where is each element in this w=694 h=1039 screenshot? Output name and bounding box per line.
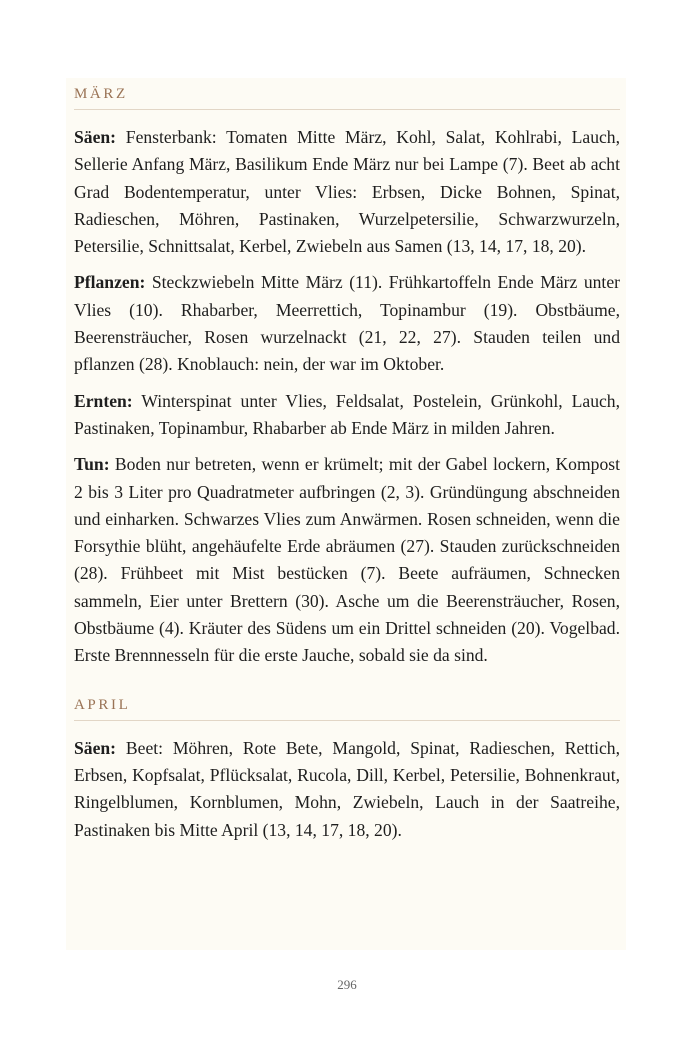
month-header-april: APRIL [74,693,620,721]
paragraph-saeen-maerz [74,124,620,260]
paragraph-text: Steckzwiebeln Mitte März (11). Frühkartoffeln Ende März unter Vlies (10). Rhabarber, Meerrettich, Topinambur (19). Obstbäume, Beerensträucher, Rosen wurzelnackt (21, 22, 27). Stauden teilen und pflanzen (28). Knoblauch: nein, der war im Oktober. [74,272,620,375]
paragraph-text: Winterspinat unter Vlies, Feldsalat, Postelein, Grünkohl, Lauch, Pastinaken, Topinambur, Rhabarber ab Ende März in milden Jahren. [74,390,620,438]
page-content [74,82,620,844]
paragraph-tun-maerz [74,451,620,669]
page-number: 296 [337,977,357,992]
paragraph-ernten-maerz [74,388,620,443]
paragraph-text: Boden nur betreten, wenn er krümelt; mit der Gabel lockern, Kompost 2 bis 3 Liter pro Quadratmeter aufbringen (2, 3). Gründüngung abschneiden und einharken. Schwarzes Vlies zum Anwärmen. Rosen schneiden, wenn die Forsythie blüht, angehäufelte Erde abräumen (27). Stauden zurückschneiden (28). Frühbeet mit Mist bestücken (7). Beete aufräumen, Schnecken sammeln, Eier unter Brettern (30). Asche um die Beerensträucher, Rosen, Obstbäume (4). Kräuter des Südens um ein Drittel schneiden (20). Vogelbad. Erste Brennnesseln für die erste Jauche, sobald sie da sind. [74,454,620,666]
paragraph-label: Tun: [74,454,110,475]
paragraph-label: Pflanzen: [74,272,146,293]
paragraph-label: Ernten: [74,390,133,411]
month-header-maerz: MÄRZ [74,82,620,110]
paragraph-text: Fensterbank: Tomaten Mitte März, Kohl, Salat, Kohlrabi, Lauch, Sellerie Anfang März, Basilikum Ende März nur bei Lampe (7). Beet ab acht Grad Bodentemperatur, unter Vlies: Erbsen, Dicke Bohnen, Spinat, Radieschen, Möhren, Pastinaken, Wurzelpetersilie, Schwarzwurzeln, Petersilie, Schnittsalat, Kerbel, Zwiebeln aus Samen (13, 14, 17, 18, 20). [74,127,620,257]
paragraph-text: Beet: Möhren, Rote Bete, Mangold, Spinat, Radieschen, Rettich, Erbsen, Kopfsalat, Pflücksalat, Rucola, Dill, Kerbel, Petersilie, Bohnenkraut, Ringelblumen, Kornblumen, Mohn, Zwiebeln, Lauch in der Saatreihe, Pastinaken bis Mitte April (13, 14, 17, 18, 20). [74,737,620,840]
paragraph-pflanzen-maerz [74,269,620,378]
paragraph-label: Säen: [74,737,117,758]
paragraph-label: Säen: [74,127,117,147]
paragraph-saeen-april [74,735,620,844]
